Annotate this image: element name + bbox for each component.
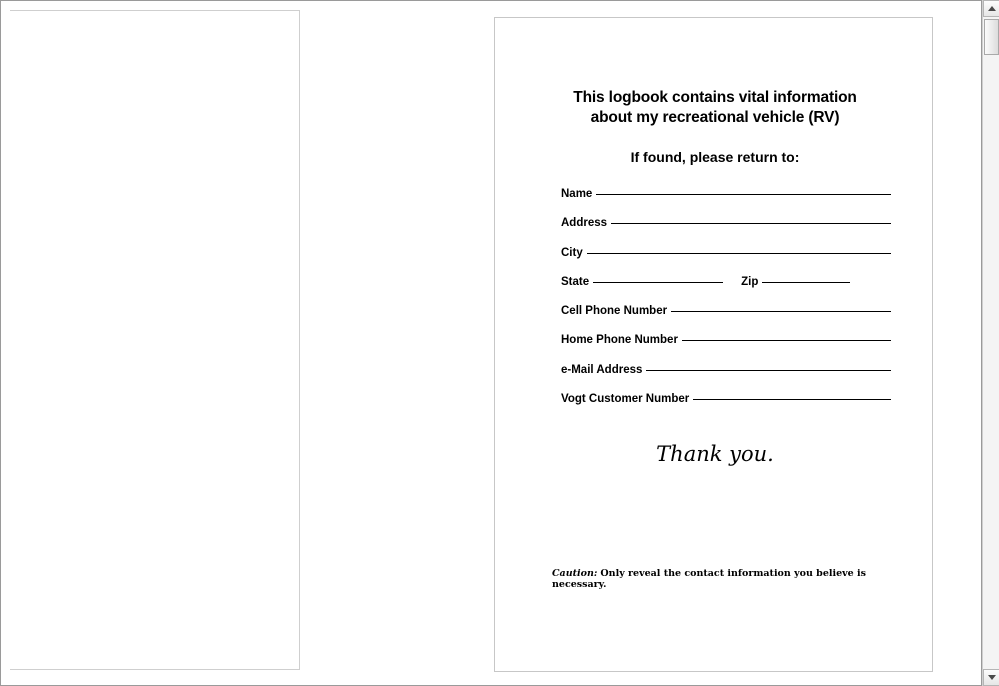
- field-row-city: [561, 247, 891, 276]
- field-label-state: State: [561, 275, 590, 288]
- previous-page-blank: [10, 10, 300, 670]
- page-title-line-1: This logbook contains vital information: [573, 89, 857, 106]
- field-rule-zip[interactable]: [762, 281, 850, 283]
- field-rule-city[interactable]: [587, 252, 891, 254]
- field-label-cell-phone: Cell Phone Number: [561, 305, 668, 318]
- field-label-address: Address: [561, 217, 608, 230]
- vertical-scrollbar[interactable]: [982, 0, 999, 686]
- field-row-name: [561, 188, 891, 217]
- field-row-email: [561, 364, 891, 393]
- field-label-home-phone: Home Phone Number: [561, 334, 678, 347]
- field-label-customer-number: Vogt Customer Number: [561, 393, 690, 406]
- page-title-line-2: about my recreational vehicle (RV): [590, 109, 840, 126]
- scroll-down-button[interactable]: [983, 669, 999, 686]
- scrollbar-thumb[interactable]: [984, 19, 999, 55]
- field-rule-name[interactable]: [596, 193, 891, 195]
- field-rule-home-phone[interactable]: [682, 339, 891, 341]
- field-label-name: Name: [561, 188, 593, 200]
- page-title: [525, 88, 905, 128]
- scroll-down-icon: [988, 675, 996, 680]
- field-label-zip: Zip: [741, 275, 759, 288]
- page-subtitle: If found, please return to:: [630, 149, 800, 165]
- field-row-home-phone: [561, 334, 891, 363]
- thank-you-text: Thank you.: [656, 442, 774, 466]
- field-rule-address[interactable]: [611, 222, 891, 224]
- field-rule-cell-phone[interactable]: [671, 310, 891, 312]
- contact-fields: [561, 188, 891, 422]
- scroll-up-icon: [988, 6, 996, 11]
- caution-label: Caution:: [552, 568, 598, 579]
- caution-text: Only reveal the contact information you believe is necessary.: [552, 568, 866, 590]
- document-page: [494, 17, 933, 672]
- field-row-address: [561, 217, 891, 246]
- field-rule-customer-number[interactable]: [693, 398, 891, 400]
- field-rule-email[interactable]: [646, 369, 891, 371]
- field-label-email: e-Mail Address: [561, 363, 643, 376]
- field-rule-state[interactable]: [593, 281, 723, 283]
- caution-note: [552, 568, 902, 590]
- field-row-cell-phone: [561, 305, 891, 334]
- scrollbar-track[interactable]: [983, 17, 999, 669]
- field-row-customer-number: [561, 393, 891, 422]
- field-row-state-zip: [561, 276, 891, 305]
- field-label-city: City: [561, 246, 583, 259]
- scroll-up-button[interactable]: [983, 0, 999, 17]
